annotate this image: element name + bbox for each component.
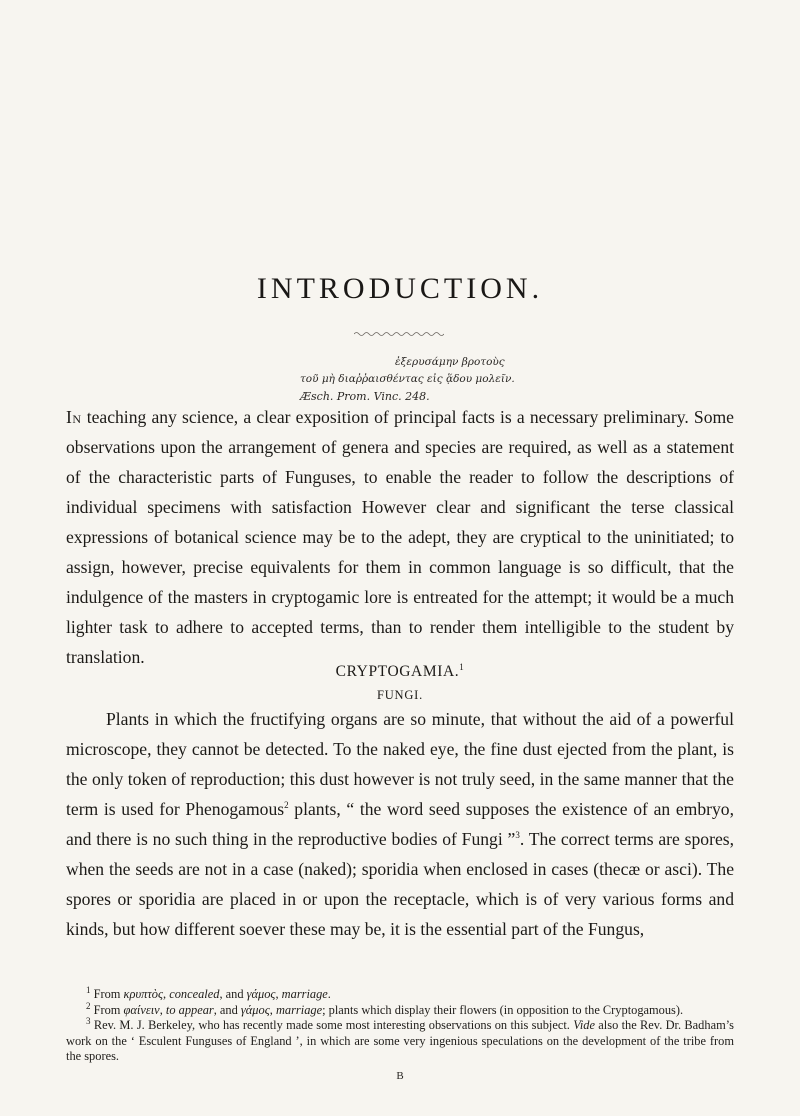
footnote-1-mark: 1 — [86, 984, 91, 995]
footnote-2-gloss: to appear — [165, 1002, 214, 1017]
footnotes — [66, 984, 734, 1065]
footnote-ref-1[interactable]: 1 — [459, 661, 465, 672]
paragraph-lead-word: In — [66, 407, 82, 427]
paragraph-intro — [66, 402, 734, 672]
footnote-1-greek: κρυπτὸς — [123, 987, 163, 1001]
epigraph-line-1: ἐξερυσάμην βροτοὺς — [395, 356, 505, 368]
footnote-2-greek-2: γάμος — [240, 1002, 270, 1017]
decorative-wave-divider — [354, 330, 444, 338]
footnote-3-vide: Vide — [573, 1018, 595, 1032]
epigraph — [300, 354, 560, 405]
epigraph-citation: Æsch. Prom. Vinc. 248. — [300, 390, 430, 403]
footnote-1-text: From — [90, 987, 124, 1001]
paragraph-fungi-text-c: . The correct terms are spores, when the seeds are not in a case (naked); sporidia when enclosed in cases (thecæ or asci). The spores or sporidia are placed in or upon the receptacle, which is of very various forms and kinds, but how different soever these may be, it is the essential part of the Fungus, — [66, 829, 734, 939]
footnote-2 — [66, 1000, 734, 1019]
footnote-2-and: , and — [213, 1002, 241, 1017]
page-title: INTRODUCTION. — [256, 272, 544, 305]
paragraph-intro-text: teaching any science, a clear exposition of principal facts is a necessary preliminary. Some observations upon the arrangement of genera and species are required, as well as a statement of the characteristic parts of Funguses, to enable the reader to follow the descriptions of individual specimens with satisfaction However clear and significant the terse classical expressions of botanical science may be to the adept, they are cryptical to the uninitiated; to assign, however, precise equivalents for them in common language is so difficult, that the indulgence of the masters in cryptogamic lore is entreated for the attempt; it would be a much lighter task to adhere to accepted terms, than to render them intelligible to the student by translation. — [66, 407, 734, 667]
section-subheading: FUNGI. — [376, 688, 424, 702]
footnote-3-mark: 3 — [86, 1015, 91, 1026]
paragraph-fungi — [66, 704, 734, 944]
footnote-1-sep: , — [163, 987, 170, 1001]
footnote-1-and: , and — [219, 987, 247, 1001]
footnote-2-end: ; plants which display their flowers (in opposition to the Cryptogamous). — [322, 1002, 684, 1017]
footnote-3-end: also the Rev. Dr. Badham’s work on the ‘ Esculent Funguses of England ’, in which are some very ingenious speculations on the development of the tribe from the spores. — [66, 1018, 734, 1063]
footnote-3-text: Rev. M. J. Berkeley, who has recently made some most interesting observations on this subject. — [90, 1018, 574, 1032]
footnote-3 — [66, 1015, 734, 1065]
footnote-2-sep: , — [159, 1002, 166, 1017]
footnote-1-gloss: concealed — [169, 987, 220, 1001]
footnote-2-mark: 2 — [86, 1000, 91, 1011]
footnote-1 — [66, 984, 734, 1003]
section-heading — [0, 663, 800, 681]
footnote-1-sep-2: , — [275, 987, 282, 1001]
paragraph-fungi-text-a: Plants in which the fructifying organs are so minute, that without the aid of a powerful microscope, they cannot be detected. To the naked eye, the fine dust ejected from the plant, is the only token of reproduction; this dust however is not truly seed, in the same manner that the term is used for Phenogamous — [66, 709, 734, 819]
footnote-ref-2[interactable]: 2 — [284, 800, 289, 811]
footnote-2-greek: φαίνειν — [123, 1002, 160, 1017]
footnote-1-end: . — [327, 987, 331, 1001]
epigraph-line-2: τοῦ μὴ διαῤῥαισθέντας εἰς ᾅδου μολεῖν. — [300, 373, 515, 385]
footnote-ref-3[interactable]: 3 — [515, 830, 520, 841]
footnote-2-text: From — [90, 1002, 124, 1017]
footnote-1-greek-2: γάμος — [246, 987, 276, 1001]
footnote-1-gloss-2: marriage — [281, 987, 328, 1001]
signature-mark: B — [396, 1070, 404, 1082]
footnote-2-sep-2: , — [269, 1002, 276, 1017]
paragraph-fungi-text-b: plants, “ the word seed supposes the existence of an embryo, and there is no such thing in the reproductive bodies of Fungi ” — [66, 799, 734, 849]
section-heading-text: CRYPTOGAMIA. — [335, 663, 460, 680]
footnote-2-gloss-2: marriage — [275, 1002, 323, 1017]
